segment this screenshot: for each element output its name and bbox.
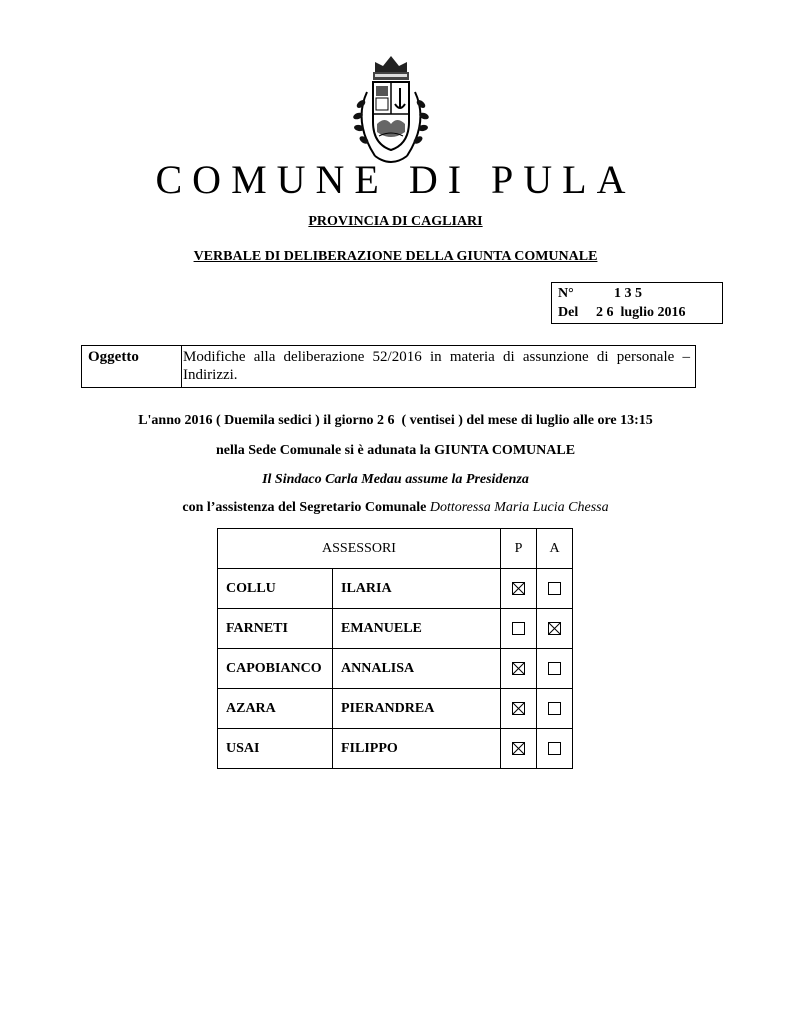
- president-line: Il Sindaco Carla Medau assume la Presidenza: [262, 472, 529, 487]
- table-header-row: [218, 529, 573, 569]
- subject-label: Oggetto: [82, 346, 182, 387]
- table-row: [218, 689, 573, 729]
- absent-cell: [537, 689, 573, 729]
- present-checkbox: [512, 582, 525, 595]
- present-checkbox: [512, 622, 525, 635]
- present-cell: [501, 689, 537, 729]
- page-title: COMUNE DI PULA: [155, 157, 636, 202]
- table-row: [218, 609, 573, 649]
- assessore-name: ILARIA: [333, 569, 501, 609]
- absent-checkbox: [548, 662, 561, 675]
- assessore-surname: FARNETI: [218, 609, 333, 649]
- absent-checkbox: [548, 622, 561, 635]
- secretary-intro: con l’assistenza del Segretario Comunale: [182, 500, 430, 515]
- assessore-surname: USAI: [218, 729, 333, 769]
- secretary-name: Dottoressa Maria Lucia Chessa: [429, 500, 609, 515]
- present-checkbox: [512, 702, 525, 715]
- secretary-line: [0, 500, 791, 516]
- assessore-surname: CAPOBIANCO: [218, 649, 333, 689]
- meeting-date-line: L'anno 2016 ( Duemila sedici ) il giorno 2 6 ( ventisei ) del mese di luglio alle ore 13:15: [138, 413, 653, 428]
- date-value: 2 6 luglio 2016: [596, 305, 686, 320]
- absent-cell: [537, 609, 573, 649]
- present-column-header: P: [501, 529, 537, 569]
- absent-cell: [537, 729, 573, 769]
- subject-text: Modifiche alla deliberazione 52/2016 in materia di assunzione di personale – Indirizzi.: [183, 349, 690, 383]
- table-row: [218, 569, 573, 609]
- number-value: 1 3 5: [614, 286, 642, 301]
- present-cell: [501, 609, 537, 649]
- table-row: [218, 649, 573, 689]
- absent-cell: [537, 569, 573, 609]
- meeting-place-line: nella Sede Comunale si è adunata la GIUNTA COMUNALE: [215, 443, 576, 458]
- absent-cell: [537, 649, 573, 689]
- assessore-name: ANNALISA: [333, 649, 501, 689]
- present-cell: [501, 569, 537, 609]
- absent-column-header: A: [537, 529, 573, 569]
- assessore-surname: AZARA: [218, 689, 333, 729]
- assessore-surname: COLLU: [218, 569, 333, 609]
- assessori-table: [217, 528, 573, 769]
- number-label: N°: [558, 286, 574, 301]
- present-checkbox: [512, 742, 525, 755]
- present-checkbox: [512, 662, 525, 675]
- deliberation-number-box: [551, 282, 723, 324]
- assessore-name: FILIPPO: [333, 729, 501, 769]
- present-cell: [501, 729, 537, 769]
- document-type-heading: VERBALE DI DELIBERAZIONE DELLA GIUNTA COMUNALE: [193, 249, 598, 264]
- absent-checkbox: [548, 702, 561, 715]
- date-label: Del: [558, 305, 579, 320]
- assessori-header: ASSESSORI: [218, 529, 501, 569]
- absent-checkbox: [548, 742, 561, 755]
- present-cell: [501, 649, 537, 689]
- assessore-name: PIERANDREA: [333, 689, 501, 729]
- table-row: [218, 729, 573, 769]
- assessori-rows: [218, 569, 573, 769]
- subject-box: [81, 345, 696, 388]
- province-heading: PROVINCIA DI CAGLIARI: [308, 214, 483, 229]
- assessore-name: EMANUELE: [333, 609, 501, 649]
- absent-checkbox: [548, 582, 561, 595]
